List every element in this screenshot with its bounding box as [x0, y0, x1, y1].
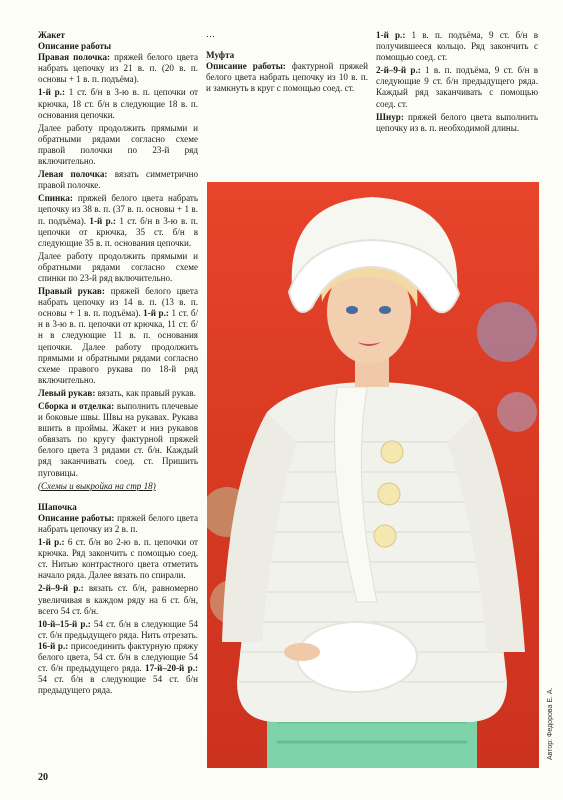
- muff-desc: Описание работы: фактурной пряжей белого цвета набрать цепочку из 10 в. п. и замкнуть в круг с помощью соед. ст.: [206, 61, 368, 94]
- hat-row2-9: 2-й–9-й р.: вязать ст. б/н, равномерно увеличивая в каждом ряду на 6 ст. б/н, всего 54 ст. б/н.: [38, 583, 198, 616]
- jacket-left-front: Левая полочка: вязать симметрично правой полочке.: [38, 169, 198, 191]
- muff-row2-9: 2-й–9-й р.: 1 в. п. подъёма, 9 ст. б/н в следующие 9 ст. б/н предыдущего ряда. Каждый ряд заканчивать с помощью соед. ст.: [376, 65, 538, 109]
- muff-title: Муфта: [206, 50, 235, 61]
- jacket-right-sleeve: Правый рукав: пряжей белого цвета набрать цепочку из 14 в. п. (13 в. п. основы + 1 в. п. подъёма). 1-й р.: 1 ст. б/н в 3-ю в. п. цепочки от крючка, 11 ст. б/н в следующие 11 в. п. основания цепочки. Далее работу продолжить прямыми и обратными рядами согласно схеме правого рукава по 18-й ряд включительно.: [38, 286, 199, 385]
- hat-desc: Описание работы: пряжей белого цвета набрать цепочку из 2 в. п.: [38, 512, 198, 534]
- muff-cord: Шнур: пряжей белого цвета выполнить цепочку из в. п. необходимой длины.: [376, 111, 538, 133]
- doll-hand: [284, 643, 320, 661]
- jacket-back-continue: Далее работу продолжить прямыми и обратными рядами согласно схеме спинки по 23-й ряд включительно.: [38, 250, 198, 283]
- hat-continuation: …: [206, 30, 216, 39]
- hat-row1: 1-й р.: 6 ст. б/н во 2-ю в. п. цепочки от крючка. Ряд закончить с помощью соед. ст. Нитью контрастного цвета отметить начало ряда. Далее вязать по спирали.: [38, 537, 198, 581]
- doll-photo: [207, 182, 539, 768]
- jacket-right-front: Правая полочка: пряжей белого цвета набрать цепочку из 21 в. п. (20 в. п. основы + 1 в. п. подъёма).: [38, 52, 198, 85]
- column-left: [38, 30, 198, 698]
- jacket-left-sleeve: Левый рукав: вязать, как правый рукав.: [38, 387, 196, 398]
- jacket-back: Спинка: пряжей белого цвета набрать цепочку из 38 в. п. (37 в. п. основы + 1 в. п. подъёма). 1-й р.: 1 ст. б/н в 3-ю в. п. цепочки от крючка, 35 ст. б/н в следующие 35 в. п. основания цепочки.: [38, 193, 199, 248]
- jacket-assembly: Сборка и отделка: выполнить плечевые и боковые швы. Швы на рукавах. Рукава вшить в проймы. Жакет и низ рукавов обвязать по кругу фактурной пряжей белого цвета 3 рядами ст. б/н. Каждый ряд заканчивать соед. ст. Пришить пуговицы.: [38, 401, 198, 478]
- muff-row1: 1-й р.: 1 в. п. подъёма, 9 ст. б/н в получившееся кольцо. Ряд закончить с помощью соед. ст.: [376, 30, 538, 63]
- photo-credit: Автор: Федорова Е. А.: [547, 687, 554, 760]
- jacket-continue: Далее работу продолжить прямыми и обратными рядами согласно схеме правой полочки по 23-й ряд включительно.: [38, 122, 198, 167]
- column-right: [376, 30, 538, 180]
- schematics-link[interactable]: (Схемы и выкройка на стр 18): [38, 480, 156, 491]
- jacket-title: Жакет: [38, 30, 65, 40]
- column-middle: [206, 30, 368, 180]
- hat-row10-15: 10-й–15-й р.: 54 ст. б/н в следующие 54 ст. б/н предыдущего ряда. Нить отрезать. 16-й р.: присоединить фактурную пряжу белого цвета, 54 ст. б/н в следующие 54 ст. б/н предыдущего ряда. 17-й–20-й р.: 54 ст. б/н в следующие 54 ст. б/н предыдущего ряда.: [38, 618, 198, 696]
- jacket-desc-title: Описание работы: [38, 41, 112, 52]
- hat-title: Шапочка: [38, 501, 77, 512]
- jacket-row1: 1-й р.: 1 ст. б/н в 3-ю в. п. цепочки от крючка, 18 ст. б/н в следующие 18 в. п. основания цепочки.: [38, 87, 198, 120]
- page-number: 20: [38, 772, 48, 783]
- doll-illustration: [207, 182, 539, 768]
